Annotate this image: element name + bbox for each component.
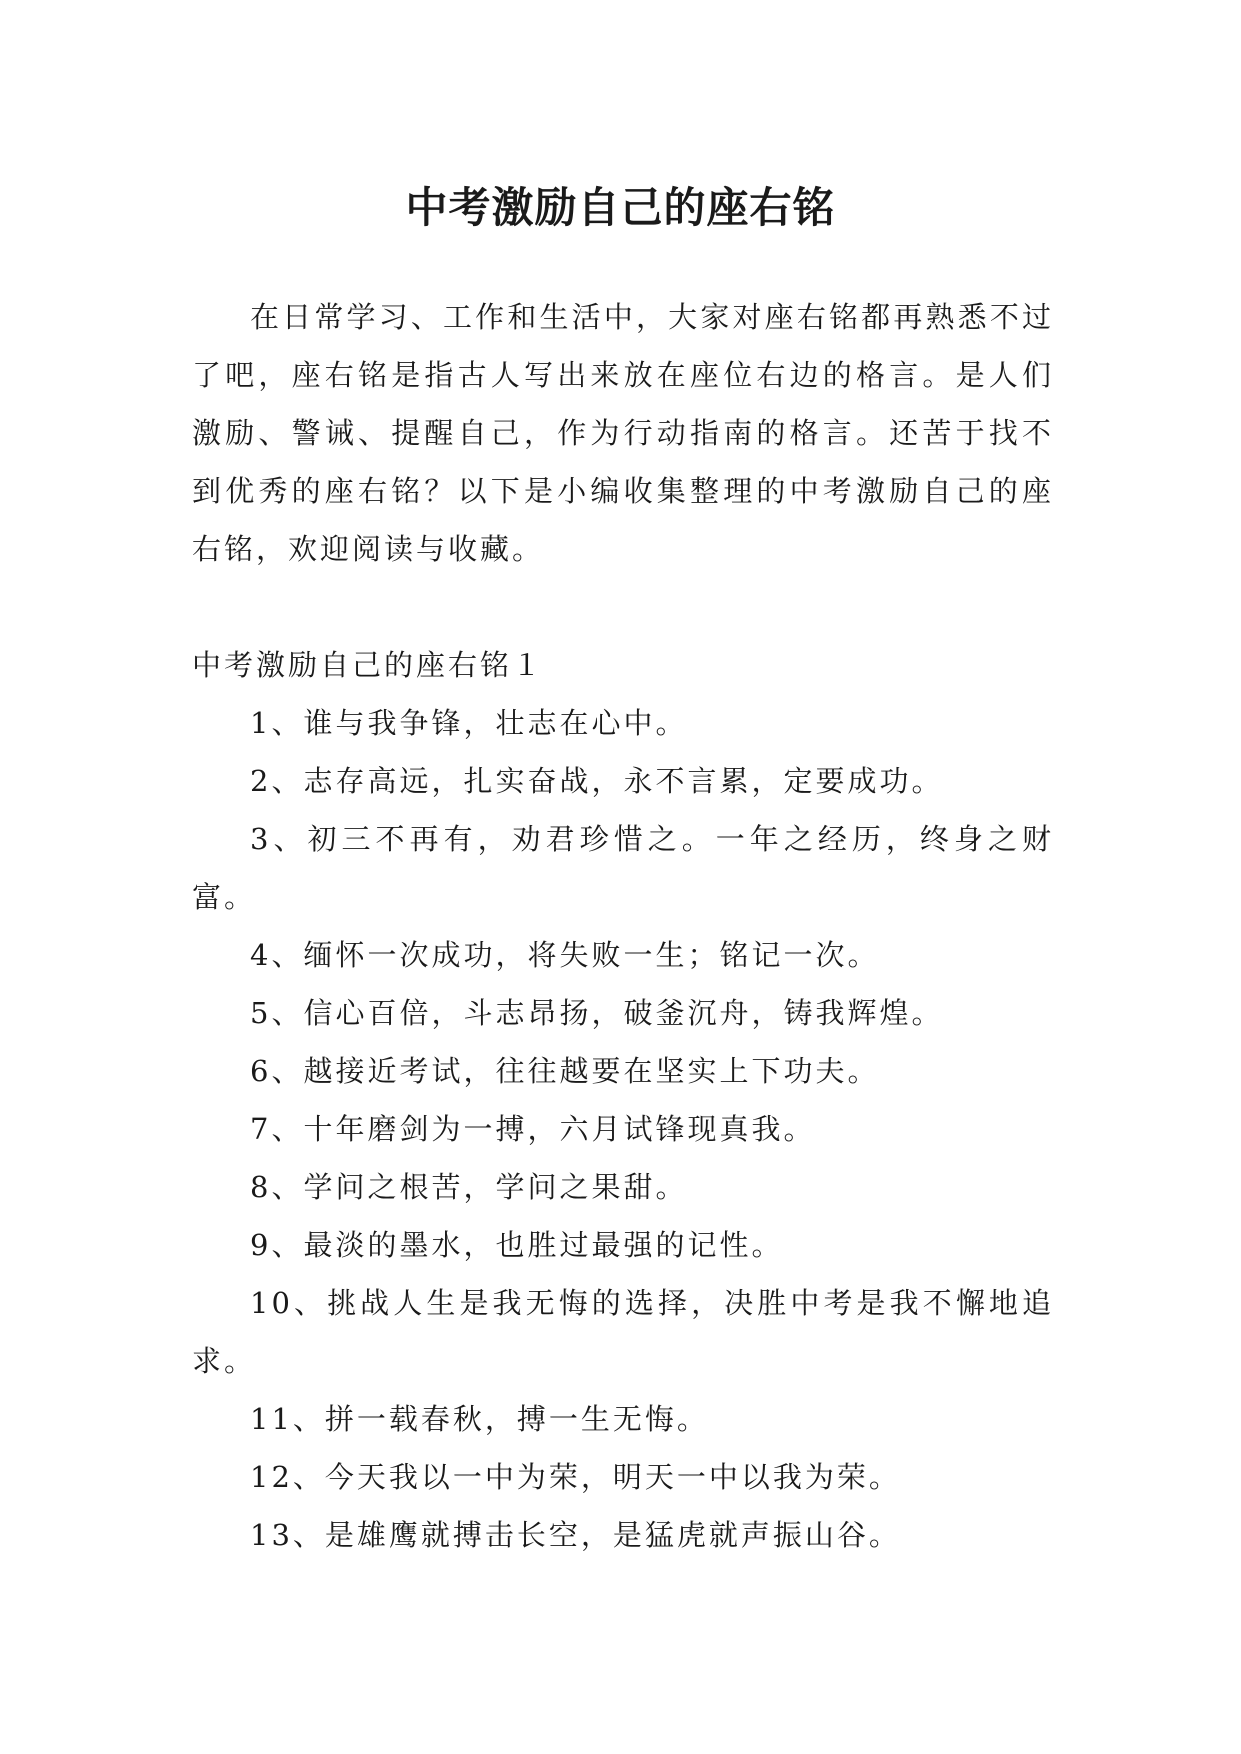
motto-item: 7、十年磨剑为一搏，六月试锋现真我。 [250,1112,816,1146]
motto-list [192,694,1054,1564]
motto-item: 9、最淡的墨水，也胜过最强的记性。 [250,1228,784,1262]
document-title: 中考激励自己的座右铭 [405,183,836,233]
motto-item: 1、谁与我争锋，壮志在心中。 [250,706,688,740]
motto-item: 4、缅怀一次成功，将失败一生；铭记一次。 [250,938,880,972]
motto-item: 2、志存高远，扎实奋战，永不言累，定要成功。 [250,764,944,798]
motto-item: 10、挑战人生是我无悔的选择，决胜中考是我不懈地追求。 [192,1286,1054,1378]
intro-paragraph: 在日常学习、工作和生活中，大家对座右铭都再熟悉不过了吧，座右铭是指古人写出来放在座位右边的格言。是人们激励、警诫、提醒自己，作为行动指南的格言。还苦于找不到优秀的座右铭？以下是小编收集整理的中考激励自己的座右铭，欢迎阅读与收藏。 [192,300,1054,566]
motto-item: 12、今天我以一中为荣，明天一中以我为荣。 [250,1460,901,1494]
motto-item: 13、是雄鹰就搏击长空，是猛虎就声振山谷。 [250,1518,901,1552]
motto-item: 5、信心百倍，斗志昂扬，破釜沉舟，铸我辉煌。 [250,996,944,1030]
motto-item: 6、越接近考试，往往越要在坚实上下功夫。 [250,1054,880,1088]
section-heading: 中考激励自己的座右铭１ [192,648,545,682]
motto-item: 8、学问之根苦，学问之果甜。 [250,1170,688,1204]
motto-item: 3、初三不再有，劝君珍惜之。一年之经历，终身之财富。 [192,822,1054,914]
document-body [192,288,1054,1564]
motto-item: 11、拼一载春秋，搏一生无悔。 [250,1402,709,1436]
